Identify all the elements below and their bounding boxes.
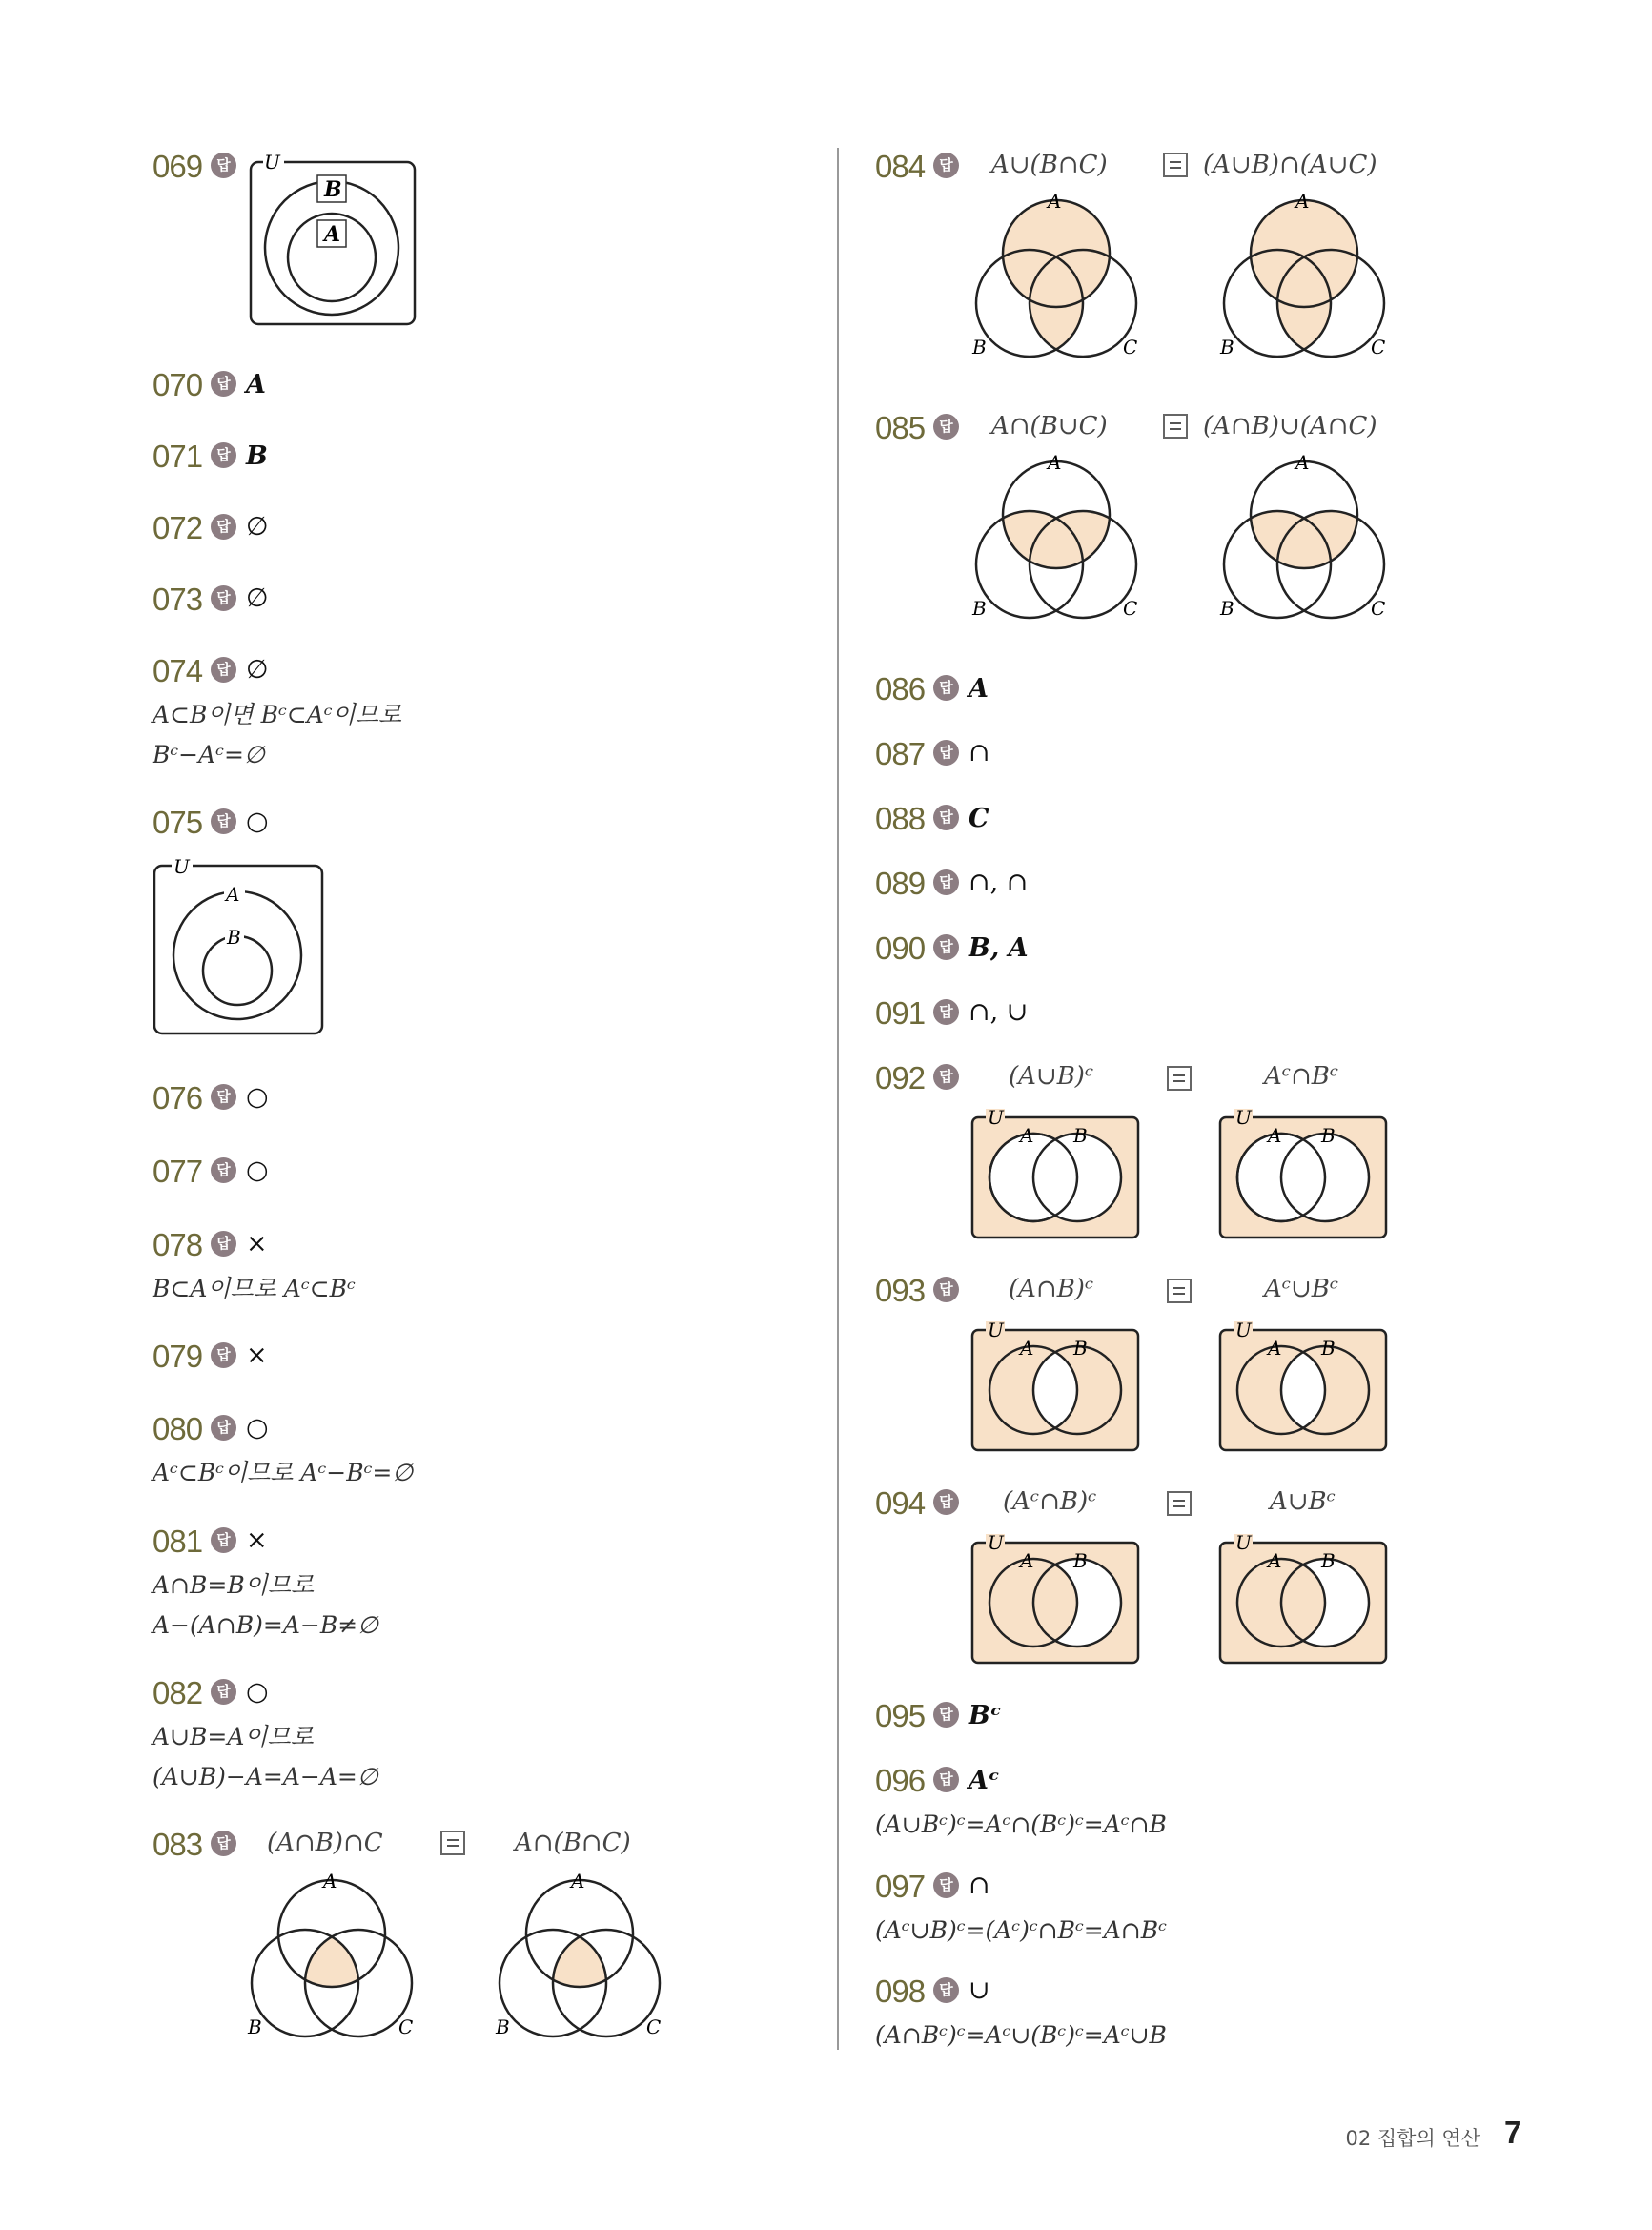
equals-box-icon xyxy=(1167,1066,1192,1091)
answer-text: ∩, ∪ xyxy=(969,997,1029,1027)
answer-text: ○ xyxy=(246,1677,269,1707)
answer-badge: 답 xyxy=(933,1872,959,1898)
answer-text: ○ xyxy=(246,1413,269,1442)
answer-badge: 답 xyxy=(933,1977,959,2003)
answer-text: C xyxy=(969,804,989,833)
answer-badge: 답 xyxy=(933,805,959,830)
svg-text:A: A xyxy=(1295,190,1310,213)
explanation-line: Aᶜ⊂Bᶜ이므로 Aᶜ−Bᶜ=∅ xyxy=(153,1459,414,1486)
venn-3-083-left xyxy=(246,1870,418,2045)
answer-badge: 답 xyxy=(211,1415,236,1441)
svg-text:U: U xyxy=(264,151,280,174)
answer-badge: 답 xyxy=(211,1342,236,1368)
answer-badge: 답 xyxy=(933,999,959,1025)
svg-text:C: C xyxy=(1371,597,1386,620)
svg-text:B: B xyxy=(1321,1549,1336,1572)
venn-diagram-075 xyxy=(153,855,326,1036)
svg-text:A: A xyxy=(571,1870,585,1892)
svg-text:A: A xyxy=(1020,1124,1034,1147)
answer-badge: 답 xyxy=(933,153,959,178)
answer-badge: 답 xyxy=(933,934,959,960)
venn-2-094-left xyxy=(970,1531,1140,1665)
left-expression: (A∪B)ᶜ xyxy=(1009,1062,1094,1091)
problem-number: 079 xyxy=(153,1339,203,1374)
svg-text:A: A xyxy=(1020,1549,1034,1572)
svg-text:U: U xyxy=(1235,1319,1252,1341)
svg-text:A: A xyxy=(1020,1337,1034,1360)
problem-number: 089 xyxy=(875,866,926,901)
problem-number: 077 xyxy=(153,1154,203,1189)
problem-number: 081 xyxy=(153,1524,203,1559)
answer-badge: 답 xyxy=(211,442,236,468)
answer-text: ∅ xyxy=(246,655,269,685)
svg-text:B: B xyxy=(248,2015,262,2038)
svg-text:C: C xyxy=(398,2015,414,2038)
venn-3-084-left xyxy=(970,190,1142,365)
explanation-line: (A∩Bᶜ)ᶜ=Aᶜ∪(Bᶜ)ᶜ=Aᶜ∪B xyxy=(875,2021,1167,2049)
problem-number: 080 xyxy=(153,1411,203,1446)
problem-number: 094 xyxy=(875,1485,926,1521)
answer-badge: 답 xyxy=(211,1231,236,1257)
svg-text:C: C xyxy=(1371,336,1386,358)
answer-badge: 답 xyxy=(933,414,959,440)
answer-text: ∪ xyxy=(969,1975,990,2005)
problem-number: 074 xyxy=(153,653,203,688)
problem-number: 088 xyxy=(875,801,926,836)
svg-text:B: B xyxy=(496,2015,510,2038)
svg-text:A: A xyxy=(1268,1124,1282,1147)
problem-number: 084 xyxy=(875,149,926,184)
problem-number: 097 xyxy=(875,1869,926,1904)
venn-3-085-left xyxy=(970,451,1142,626)
problem-number: 096 xyxy=(875,1763,926,1798)
answer-text: ∅ xyxy=(246,583,269,613)
answer-text: A xyxy=(969,674,989,704)
problem-number: 078 xyxy=(153,1227,203,1262)
answer-badge: 답 xyxy=(211,1679,236,1705)
answer-badge: 답 xyxy=(933,675,959,701)
answer-text: × xyxy=(246,1525,268,1555)
explanation-line: B⊂A이므로 Aᶜ⊂Bᶜ xyxy=(153,1275,356,1302)
answer-badge: 답 xyxy=(211,585,236,611)
answer-badge: 답 xyxy=(933,869,959,895)
svg-text:B: B xyxy=(1220,597,1234,620)
venn-2-092-left xyxy=(970,1106,1140,1239)
answer-text: ∩ xyxy=(969,1871,990,1900)
problem-number: 083 xyxy=(153,1827,203,1862)
explanation-line: Bᶜ−Aᶜ=∅ xyxy=(153,741,265,768)
equals-box-icon xyxy=(1163,153,1188,177)
svg-text:A: A xyxy=(1048,190,1062,213)
svg-text:B: B xyxy=(972,336,987,358)
svg-text:B: B xyxy=(1073,1124,1088,1147)
problem-number: 085 xyxy=(875,410,926,445)
problem-number: 073 xyxy=(153,582,203,617)
svg-text:C: C xyxy=(1123,597,1138,620)
svg-text:A: A xyxy=(226,883,240,906)
explanation-line: (A∪B)−A=A−A=∅ xyxy=(153,1763,378,1790)
answer-badge: 답 xyxy=(933,1767,959,1792)
svg-text:B: B xyxy=(1321,1124,1336,1147)
svg-text:B: B xyxy=(1073,1549,1088,1572)
problem-number: 093 xyxy=(875,1273,926,1308)
venn-3-085-right xyxy=(1218,451,1390,626)
svg-text:A: A xyxy=(1048,451,1062,474)
answer-badge: 답 xyxy=(933,740,959,766)
equals-box-icon xyxy=(1167,1279,1192,1303)
explanation-line: (Aᶜ∪B)ᶜ=(Aᶜ)ᶜ∩Bᶜ=A∩Bᶜ xyxy=(875,1916,1167,1944)
answer-text: ○ xyxy=(246,807,269,836)
problem-number: 072 xyxy=(153,510,203,545)
venn-2-093-left xyxy=(970,1319,1140,1452)
answer-badge: 답 xyxy=(211,514,236,540)
svg-text:U: U xyxy=(988,1531,1004,1554)
answer-badge: 답 xyxy=(211,1157,236,1183)
problem-number: 076 xyxy=(153,1080,203,1115)
explanation-line: A⊂B이면 Bᶜ⊂Aᶜ이므로 xyxy=(153,701,402,728)
left-expression: (A∩B)∩C xyxy=(267,1829,383,1857)
equals-box-icon xyxy=(440,1831,465,1855)
answer-text: Aᶜ xyxy=(969,1766,1000,1795)
svg-text:B: B xyxy=(1073,1337,1088,1360)
venn-2-092-right xyxy=(1218,1106,1388,1239)
svg-text:B: B xyxy=(324,177,342,202)
explanation-line: (A∪Bᶜ)ᶜ=Aᶜ∩(Bᶜ)ᶜ=Aᶜ∩B xyxy=(875,1811,1167,1838)
answer-badge: 답 xyxy=(933,1064,959,1090)
venn-diagram-069 xyxy=(250,151,421,329)
svg-text:U: U xyxy=(988,1106,1004,1129)
problem-number: 098 xyxy=(875,1974,926,2009)
svg-text:C: C xyxy=(1123,336,1138,358)
problem-number: 090 xyxy=(875,931,926,966)
problem-number: 071 xyxy=(153,439,203,474)
svg-text:C: C xyxy=(646,2015,662,2038)
answer-text: ∅ xyxy=(246,512,269,542)
venn-3-083-right xyxy=(494,1870,665,2045)
explanation-line: A∪B=A이므로 xyxy=(153,1723,314,1750)
answer-text: Bᶜ xyxy=(969,1701,1002,1730)
answer-text: B xyxy=(246,441,268,471)
left-expression: (Aᶜ∩B)ᶜ xyxy=(1003,1487,1097,1516)
problem-number: 092 xyxy=(875,1060,926,1095)
svg-text:U: U xyxy=(1235,1106,1252,1129)
venn-2-094-right xyxy=(1218,1531,1388,1665)
left-expression: A∪(B∩C) xyxy=(991,151,1108,179)
left-expression: A∩(B∪C) xyxy=(991,412,1108,440)
problem-number: 075 xyxy=(153,805,203,840)
right-expression: (A∪B)∩(A∪C) xyxy=(1203,151,1377,179)
right-expression: A∩(B∩C) xyxy=(515,1829,631,1857)
problem-number: 095 xyxy=(875,1698,926,1733)
svg-text:A: A xyxy=(1268,1337,1282,1360)
answer-badge: 답 xyxy=(211,371,236,397)
explanation-line: A∩B=B이므로 xyxy=(153,1571,315,1599)
svg-text:B: B xyxy=(972,597,987,620)
answer-badge: 답 xyxy=(211,657,236,683)
right-expression: (A∩B)∪(A∩C) xyxy=(1203,412,1377,440)
column-divider xyxy=(837,148,839,2050)
problem-number: 070 xyxy=(153,367,203,402)
svg-text:B: B xyxy=(227,926,241,949)
venn-3-084-right xyxy=(1218,190,1390,365)
right-expression: Aᶜ∩Bᶜ xyxy=(1264,1062,1338,1091)
problem-number: 087 xyxy=(875,736,926,771)
problem-number: 091 xyxy=(875,995,926,1031)
svg-text:A: A xyxy=(324,222,341,247)
right-expression: Aᶜ∪Bᶜ xyxy=(1264,1275,1338,1303)
answer-text: ∩ xyxy=(969,738,990,767)
answer-text: A xyxy=(246,370,266,399)
left-expression: (A∩B)ᶜ xyxy=(1009,1275,1094,1303)
page-number: 7 xyxy=(1504,2115,1522,2150)
answer-text: ○ xyxy=(246,1082,269,1112)
answer-badge: 답 xyxy=(933,1702,959,1728)
explanation-line: A−(A∩B)=A−B≠∅ xyxy=(153,1611,378,1639)
answer-badge: 답 xyxy=(211,1527,236,1553)
venn-2-093-right xyxy=(1218,1319,1388,1452)
problem-number: 082 xyxy=(153,1675,203,1710)
answer-badge: 답 xyxy=(211,808,236,834)
answer-text: B, A xyxy=(969,933,1029,963)
problem-number: 086 xyxy=(875,671,926,706)
answer-text: ∩, ∩ xyxy=(969,868,1029,897)
equals-box-icon xyxy=(1163,414,1188,439)
svg-text:U: U xyxy=(988,1319,1004,1341)
answer-badge: 답 xyxy=(211,1084,236,1110)
svg-text:B: B xyxy=(1220,336,1234,358)
right-expression: A∪Bᶜ xyxy=(1270,1487,1336,1516)
svg-text:A: A xyxy=(1295,451,1310,474)
answer-badge: 답 xyxy=(211,1831,236,1856)
problem-number: 069 xyxy=(153,149,203,184)
answer-badge: 답 xyxy=(933,1489,959,1515)
answer-text: × xyxy=(246,1229,268,1258)
equals-box-icon xyxy=(1167,1491,1192,1516)
svg-text:A: A xyxy=(323,1870,337,1892)
svg-text:U: U xyxy=(173,855,190,878)
chapter-title: 02 집합의 연산 xyxy=(1345,2127,1480,2150)
svg-text:B: B xyxy=(1321,1337,1336,1360)
svg-text:U: U xyxy=(1235,1531,1252,1554)
answer-text: ○ xyxy=(246,1156,269,1185)
answer-badge: 답 xyxy=(933,1277,959,1302)
answer-text: × xyxy=(246,1340,268,1370)
answer-badge: 답 xyxy=(211,153,236,178)
svg-text:A: A xyxy=(1268,1549,1282,1572)
